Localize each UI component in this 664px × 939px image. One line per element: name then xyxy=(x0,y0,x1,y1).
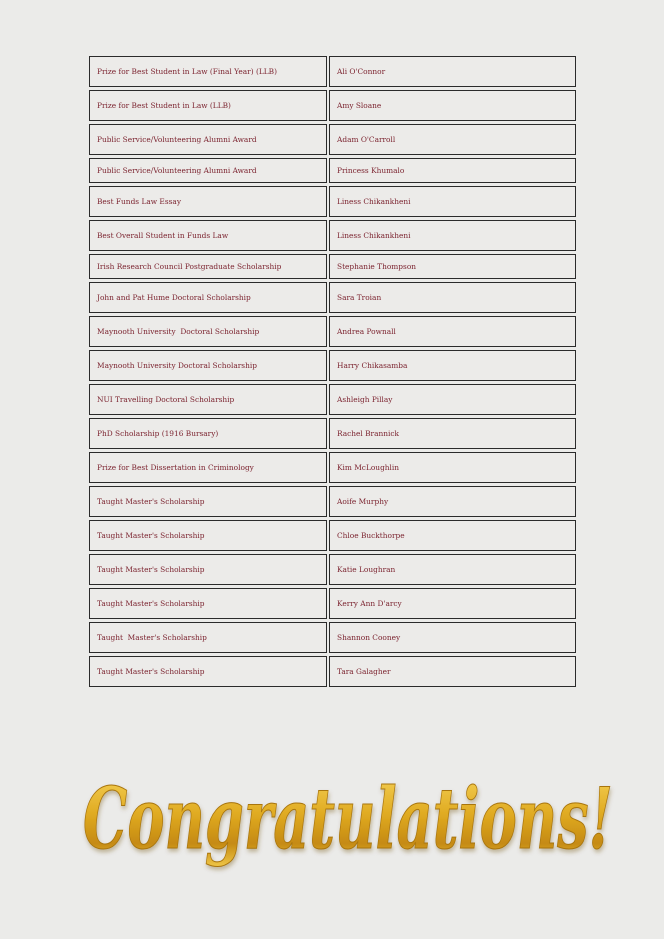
winner-name: Shannon Cooney xyxy=(329,622,576,653)
winner-name: Rachel Brannick xyxy=(329,418,576,449)
table-row xyxy=(89,56,576,87)
winner-name: Amy Sloane xyxy=(329,90,576,121)
winner-name: Andrea Pownall xyxy=(329,316,576,347)
award-name: Prize for Best Dissertation in Criminology xyxy=(89,452,327,483)
winner-name: Stephanie Thompson xyxy=(329,254,576,279)
award-name: Taught Master's Scholarship xyxy=(89,622,327,653)
table-row xyxy=(89,158,576,183)
award-name: Maynooth University Doctoral Scholarship xyxy=(89,350,327,381)
winner-name: Chloe Buckthorpe xyxy=(329,520,576,551)
winner-name: Aoife Murphy xyxy=(329,486,576,517)
award-name: Maynooth University Doctoral Scholarship xyxy=(89,316,327,347)
winner-name: Ashleigh Pillay xyxy=(329,384,576,415)
award-name: Irish Research Council Postgraduate Scholarship xyxy=(89,254,327,279)
winner-name: Adam O'Carroll xyxy=(329,124,576,155)
table-row xyxy=(89,350,576,381)
award-name: Taught Master's Scholarship xyxy=(89,656,327,687)
table-row xyxy=(89,90,576,121)
table-row xyxy=(89,588,576,619)
awards-table xyxy=(89,56,576,690)
winner-name: Ali O'Connor xyxy=(329,56,576,87)
table-row xyxy=(89,254,576,279)
award-name: Best Overall Student in Funds Law xyxy=(89,220,327,251)
table-row xyxy=(89,186,576,217)
winner-name: Harry Chikasamba xyxy=(329,350,576,381)
award-name: Prize for Best Student in Law (Final Year) (LLB) xyxy=(89,56,327,87)
award-name: Taught Master's Scholarship xyxy=(89,588,327,619)
table-row xyxy=(89,656,576,687)
table-row xyxy=(89,520,576,551)
award-name: Prize for Best Student in Law (LLB) xyxy=(89,90,327,121)
table-row xyxy=(89,486,576,517)
winner-name: Sara Troian xyxy=(329,282,576,313)
award-name: PhD Scholarship (1916 Bursary) xyxy=(89,418,327,449)
congratulations-text: Congratulations! xyxy=(83,769,613,868)
winner-name: Tara Galagher xyxy=(329,656,576,687)
table-row xyxy=(89,220,576,251)
winner-name: Princess Khumalo xyxy=(329,158,576,183)
table-row xyxy=(89,622,576,653)
award-name: Best Funds Law Essay xyxy=(89,186,327,217)
winner-name: Katie Loughran xyxy=(329,554,576,585)
table-row xyxy=(89,384,576,415)
award-name: Taught Master's Scholarship xyxy=(89,486,327,517)
winner-name: Kerry Ann D'arcy xyxy=(329,588,576,619)
congratulations-banner xyxy=(78,740,618,890)
table-row xyxy=(89,316,576,347)
award-name: NUI Travelling Doctoral Scholarship xyxy=(89,384,327,415)
award-name: Public Service/Volunteering Alumni Award xyxy=(89,124,327,155)
award-name: John and Pat Hume Doctoral Scholarship xyxy=(89,282,327,313)
table-row xyxy=(89,554,576,585)
table-row xyxy=(89,282,576,313)
table-row xyxy=(89,452,576,483)
award-name: Taught Master's Scholarship xyxy=(89,554,327,585)
award-name: Taught Master's Scholarship xyxy=(89,520,327,551)
winner-name: Liness Chikankheni xyxy=(329,220,576,251)
table-row xyxy=(89,418,576,449)
table-row xyxy=(89,124,576,155)
winner-name: Kim McLoughlin xyxy=(329,452,576,483)
winner-name: Liness Chikankheni xyxy=(329,186,576,217)
award-name: Public Service/Volunteering Alumni Award xyxy=(89,158,327,183)
